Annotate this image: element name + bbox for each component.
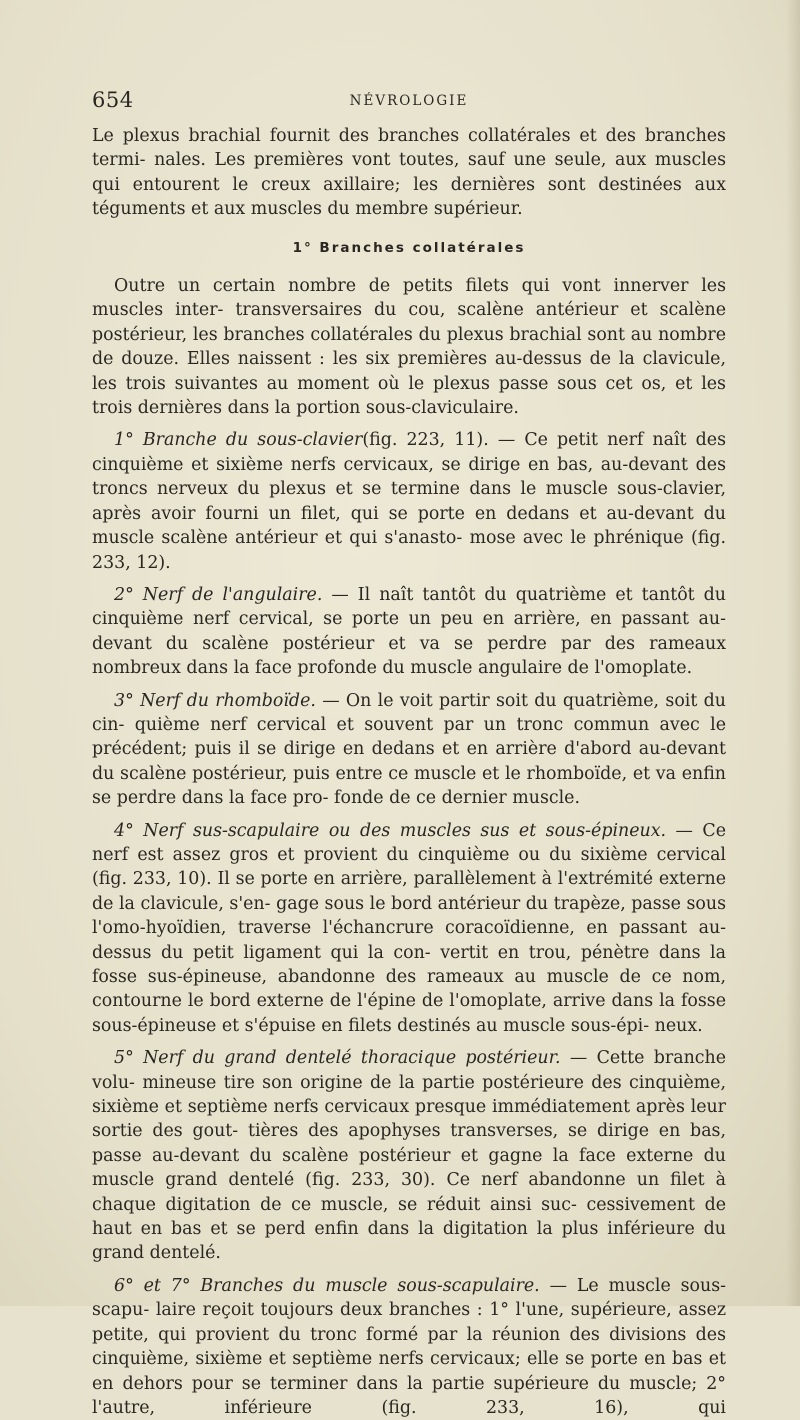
- text-line: passe sous cet os, et les trois dernières dans la portion sous-claviculaire.: [92, 373, 726, 419]
- text-line: mineuse tire son origine de la partie postérieure des cinquième, sixième et: [92, 1072, 726, 1118]
- paragraph-sous-clavier: [92, 428, 726, 574]
- text-line: dans la partie supérieure du muscle; 2° l'autre, inférieure (fig. 233, 16), qui: [92, 1373, 726, 1418]
- text-line: — Le muscle sous-scapu-: [92, 1275, 726, 1321]
- text-line: nales. Les premières vont toutes, sauf une seule, aux muscles qui entourent le: [92, 150, 726, 195]
- text-line: nerf abandonne un filet à chaque digitation de ce muscle, se réduit ainsi suc-: [92, 1170, 726, 1215]
- paragraph-overview: [92, 274, 726, 420]
- text-line: Il se porte en arrière, parallèlement à l'extrémité externe de la clavicule, s'en-: [92, 869, 727, 914]
- text-line: premières au-dessus de la clavicule, les trois suivantes au moment où le plexus: [92, 349, 726, 394]
- body-text: [92, 124, 726, 1420]
- text-line: muscle de ce nom, contourne le bord externe de l'épine de l'omoplate, arrive: [92, 967, 726, 1012]
- paragraph-grand-dentele: [92, 1046, 726, 1266]
- text-line: membre supérieur.: [355, 199, 523, 220]
- text-line: il se dirige en dedans et en arrière d'abord au-devant du scalène postérieur,: [92, 739, 726, 784]
- text-line: du muscle angulaire de l'omoplate.: [382, 658, 693, 679]
- running-head: NÉVROLOGIE: [349, 93, 469, 109]
- text-line: provient du tronc formé par la réunion des divisions des cinquième, sixième et: [92, 1324, 726, 1370]
- text-line: qui se porte en dedans et au-devant du muscle scalène antérieur et qui s'anasto-: [92, 503, 726, 549]
- text-line: quième nerf cervical et souvent par un tronc commun avec le précédent; puis: [92, 714, 727, 760]
- text-line: nerf cervical, se porte un peu en arrière, en passant au-devant du scalène: [92, 609, 726, 654]
- page-edge-shadow: [786, 0, 800, 1306]
- text-line: septième nerfs cervicaux; elle se porte en bas et en dehors pour se terminer: [92, 1349, 727, 1394]
- section-heading: 1° Branches collatérales: [292, 239, 526, 256]
- text-line: plexus et se termine dans le muscle sous-clavier, après avoir fourni un filet,: [92, 479, 726, 524]
- text-line: puis entre ce muscle et le rhomboïde, et va enfin se perdre dans la face pro-: [92, 763, 727, 809]
- text-line: mose avec le phrénique (fig. 233, 12).: [92, 528, 726, 573]
- paragraph-sus-scapulaire: [92, 819, 726, 1039]
- text-line: laire reçoit toujours deux branches : 1° l'une, supérieure, assez petite, qui: [92, 1300, 727, 1345]
- text-line: vertit en trou, pénètre dans la fosse sus-épineuse, abandonne des rameaux au: [92, 942, 726, 987]
- paragraph-lead: 1° Branche du sous-clavier: [114, 430, 363, 451]
- text-line: — On le voit partir soit du quatrième, soit du cin-: [92, 690, 726, 735]
- paragraph-lead: 6° et 7° Branches du muscle sous-scapulaire.: [114, 1275, 540, 1296]
- paragraph-rhomboide: [92, 689, 726, 811]
- paragraph-lead: 3° Nerf du rhomboïde.: [114, 690, 316, 711]
- text-line: (fig. 223, 11). — Ce petit nerf naît des cinquième: [92, 430, 726, 475]
- text-line: septième nerfs cervicaux presque immédiatement après leur sortie des gout-: [92, 1097, 726, 1142]
- paragraph-sous-scapulaire: [92, 1274, 726, 1420]
- paragraph-angulaire: [92, 583, 726, 681]
- text-line: — Ce nerf: [92, 820, 726, 865]
- paragraph-lead: 5° Nerf du grand dentelé thoracique postérieur.: [114, 1048, 561, 1069]
- text-line: — Cette branche volu-: [92, 1048, 727, 1093]
- text-line: neux.: [654, 1015, 703, 1036]
- text-line: et sixième nerfs cervicaux, se dirige en bas, au-devant des troncs nerveux du: [92, 454, 726, 500]
- text-line: dans la fosse sous-épineuse et s'épuise en filets destinés au muscle sous-épi-: [92, 991, 727, 1036]
- text-line: postérieur et gagne la face externe du muscle grand dentelé (fig. 233, 30). Ce: [92, 1145, 727, 1191]
- page-header: [92, 88, 726, 118]
- text-line: — Il naît tantôt du quatrième et tantôt du cinquième: [92, 584, 726, 630]
- text-line: gage sous le bord antérieur du trapèze, passe sous l'omo-hyoïdien, traverse: [92, 893, 727, 939]
- text-line: Outre un certain nombre de petits filets qui vont innerver les muscles inter-: [92, 276, 726, 321]
- paragraph-lead: 2° Nerf de l'angulaire.: [114, 584, 323, 605]
- intro-paragraph: [92, 124, 726, 222]
- text-line: fonde de ce dernier muscle.: [334, 788, 580, 809]
- text-line: transversaires du cou, scalène antérieur et scalène postérieur, les branches: [92, 300, 726, 345]
- text-line: creux axillaire; les dernières sont destinées aux téguments et aux muscles du: [92, 174, 727, 220]
- page-number: 654: [92, 88, 134, 112]
- text-line: collatérales du plexus brachial sont au nombre de douze. Elles naissent : les six: [92, 324, 727, 370]
- text-line: tières des apophyses transverses, se dirige en bas, passe au-devant du scalène: [92, 1121, 727, 1166]
- text-line: du grand dentelé.: [92, 1219, 727, 1264]
- text-line: l'échancrure coracoïdienne, en passant au-dessus du petit ligament qui la con-: [92, 918, 727, 963]
- text-line: cessivement de haut en bas et se perd enfin dans la digitation la plus inférieure: [92, 1194, 726, 1240]
- text-line: est assez gros et provient du cinquième ou du sixième cervical (fig. 233, 10).: [92, 844, 726, 890]
- text-line: postérieur et va se perdre par des rameaux nombreux dans la face profonde: [92, 633, 727, 679]
- paragraph-lead: 4° Nerf sus-scapulaire ou des muscles sus et sous-épineux.: [114, 820, 667, 841]
- text-line: Le plexus brachial fournit des branches collatérales et des branches termi-: [92, 126, 726, 171]
